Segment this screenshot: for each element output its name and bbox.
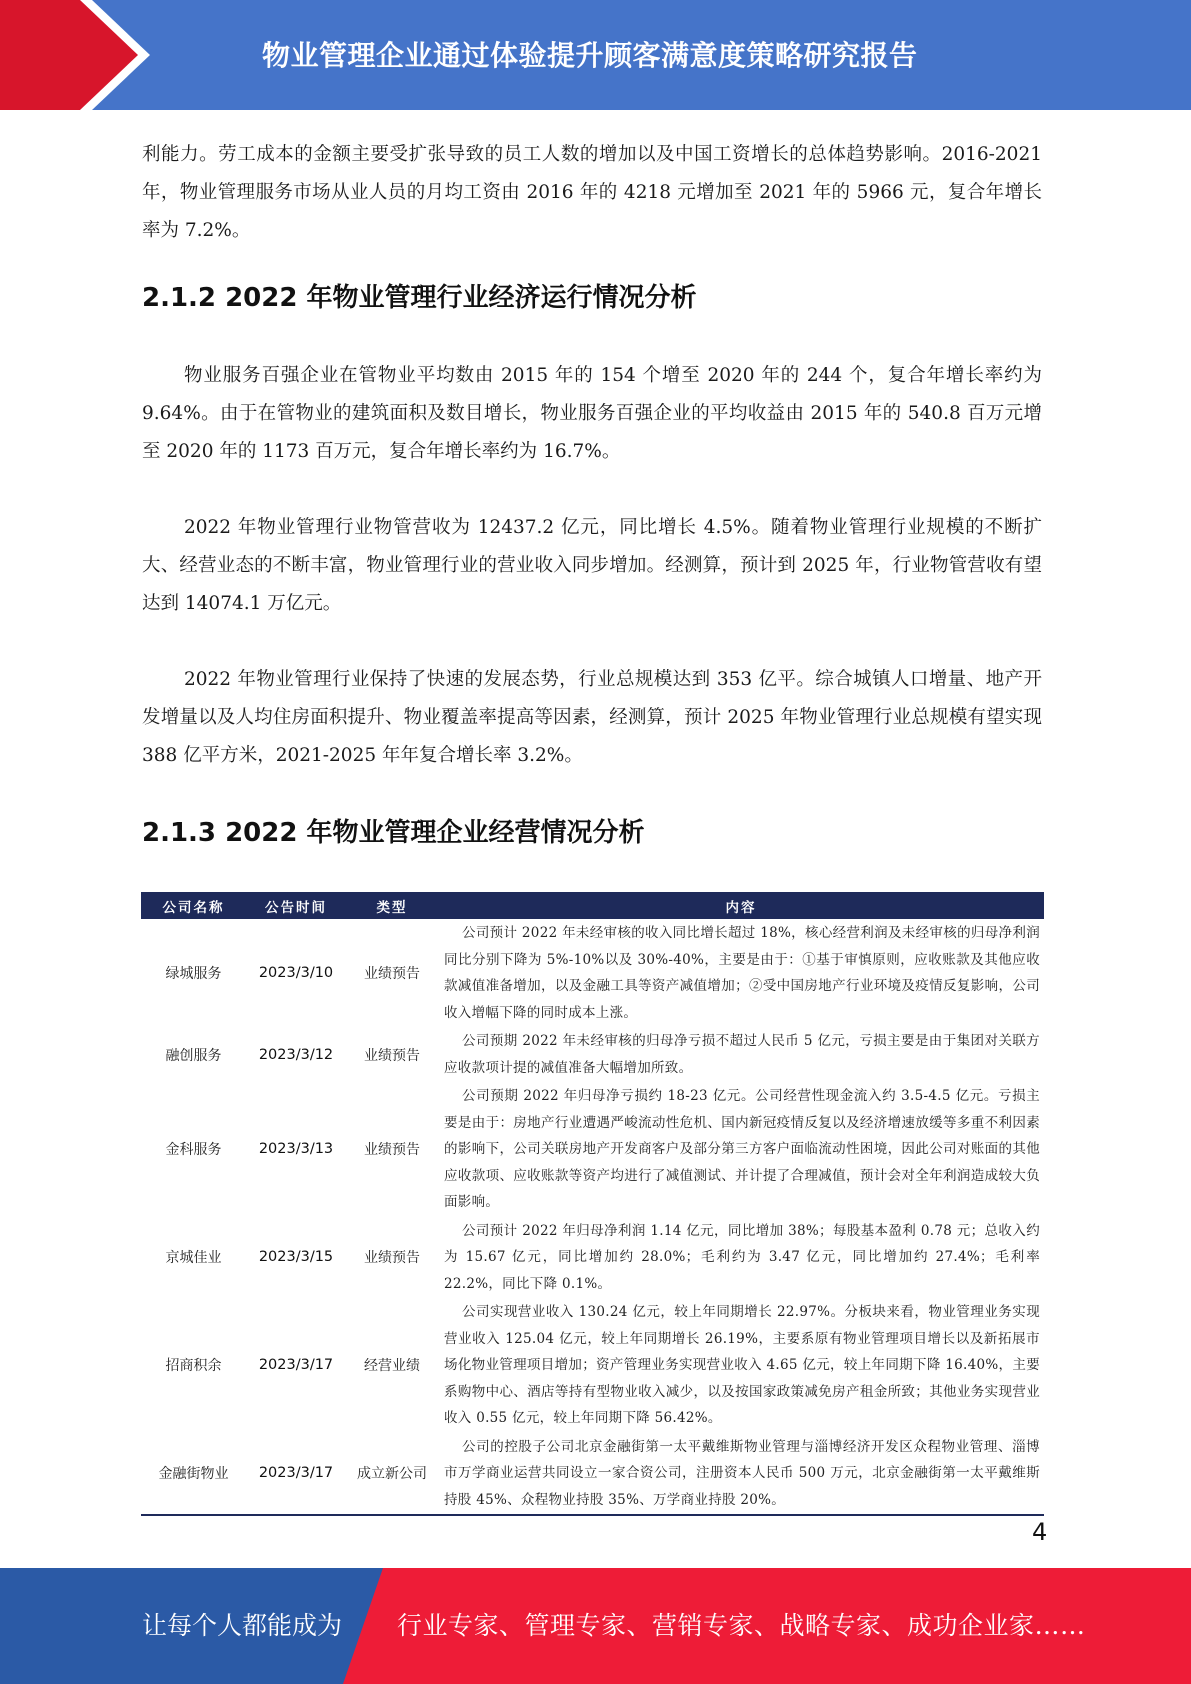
table-header-row [141, 892, 1044, 919]
cell-date: 2023/3/10 [258, 965, 334, 981]
cell-date: 2023/3/17 [258, 1357, 334, 1374]
header-arrow-graphic [0, 0, 160, 110]
cell-date: 2023/3/15 [258, 1249, 334, 1266]
company-announcements-table [141, 892, 1044, 1516]
header-type: 类型 [346, 892, 438, 919]
cell-type: 经营业绩 [364, 1358, 420, 1375]
section-heading-2-1-2: 2.1.2 2022 年物业管理行业经济运行情况分析 [142, 283, 697, 313]
page-header [0, 0, 1191, 110]
cell-type: 业绩预告 [364, 966, 420, 982]
paragraph-revenue: 2022 年物业管理行业物管营收为 12437.2 亿元，同比增长 4.5%。随着物业管理行业规模的不断扩大、经营业态的不断丰富，物业管理行业的营业收入同步增加。经测算，预计到 2025 年，行业物管营收有望达到 14074.1 万亿元。 [142, 517, 1042, 614]
table-row [141, 1298, 1044, 1433]
cell-company-name: 金融街物业 [141, 1433, 246, 1516]
cell-company-name: 金科服务 [165, 1142, 222, 1159]
header-announce-date: 公告时间 [246, 892, 346, 919]
table-row [141, 1082, 1044, 1217]
cell-content: 公司预期 2022 年未经审核的归母净亏损不超过人民币 5 亿元，亏损主要是由于集团对关联方应收款项计提的减值准备大幅增加所致。 [444, 1033, 1040, 1076]
paragraph-scale: 2022 年物业管理行业保持了快速的发展态势，行业总规模达到 353 亿平。综合城镇人口增量、地产开发增量以及人均住房面积提升、物业覆盖率提高等因素，经测算，预计 2025 年物业管理行业总规模有望实现 388 亿平方米，2021-2025 年年复合增长率 3.2%。 [142, 669, 1042, 766]
cell-content: 公司预期 2022 年归母净亏损约 18-23 亿元。公司经营性现金流入约 3.5-4.5 亿元。亏损主要是由于：房地产行业遭遇严峻流动性危机、国内新冠疫情反复以及经济增速放缓等多重不利因素的影响下，公司关联房地产开发商客户及部分第三方客户面临流动性困境，因此公司对账面的其他应收款项、应收账款等资产均进行了减值测试、并计提了合理减值，预计会对全年利润造成较大负面影响。 [444, 1088, 1040, 1210]
header-content: 内容 [438, 892, 1044, 919]
page-footer [0, 1568, 1191, 1684]
cell-content: 公司预计 2022 年未经审核的收入同比增长超过 18%，核心经营利润及未经审核的归母净利润同比分别下降为 5%-10%以及 30%-40%，主要是由于：①基于审慎原则，应收账款及其他应收款减值准备增加，以及金融工具等资产减值增加；②受中国房地产行业环境及疫情反复影响，公司收入增幅下降的同时成本上涨。 [444, 925, 1040, 1021]
cell-content: 公司实现营业收入 130.24 亿元，较上年同期增长 22.97%。分板块来看，物业管理业务实现营业收入 125.04 亿元，较上年同期增长 26.19%，主要系原有物业管理项目增长以及新拓展市场化物业管理项目增加；资产管理业务实现营业收入 4.65 亿元，较上年同期下降 16.40%，主要系购物中心、酒店等持有型物业收入减少，以及按国家政策减免房产租金所致；其他业务实现营业收入 0.55 亿元，较上年同期下降 56.42%。 [444, 1304, 1040, 1426]
cell-type: 业绩预告 [364, 1142, 420, 1159]
cell-date: 2023/3/12 [258, 1046, 334, 1063]
table-row [141, 919, 1044, 1027]
cell-date: 2023/3/13 [258, 1141, 334, 1158]
cell-content: 公司预计 2022 年归母净利润 1.14 亿元，同比增加 38%；每股基本盈利 0.78 元；总收入约为 15.67 亿元，同比增加约 28.0%；毛利约为 3.47 亿元，同比增加约 27.4%；毛利率 22.2%，同比下降 0.1%。 [444, 1222, 1040, 1292]
cell-date: 2023/3/17 [246, 1433, 346, 1516]
cell-company-name: 融创服务 [165, 1047, 222, 1064]
footer-slogan-left: 让每个人都能成为 [142, 1611, 343, 1640]
footer-slogan-right: 行业专家、管理专家、营销专家、战略专家、成功企业家…… [397, 1611, 1086, 1640]
table-row [141, 1217, 1044, 1299]
paragraph-labor-cost: 利能力。劳工成本的金额主要受扩张导致的员工人数的增加以及中国工资增长的总体趋势影响。2016-2021 年，物业管理服务市场从业人员的月均工资由 2016 年的 4218 元增加至 2021 年的 5966 元，复合年增长率为 7.2%。 [142, 144, 1042, 241]
report-title: 物业管理企业通过体验提升顾客满意度策略研究报告 [262, 39, 918, 72]
table-row [141, 1433, 1044, 1516]
cell-company-name: 招商积余 [165, 1358, 222, 1375]
cell-company-name: 京城佳业 [165, 1250, 222, 1267]
cell-content: 公司的控股子公司北京金融街第一太平戴维斯物业管理与淄博经济开发区众程物业管理、淄博市万学商业运营共同设立一家合资公司，注册资本人民币 500 万元，北京金融街第一太平戴维斯持股 45%、众程物业持股 35%、万学商业持股 20%。 [438, 1433, 1044, 1516]
cell-type: 业绩预告 [364, 1047, 420, 1064]
paragraph-top100: 物业服务百强企业在管物业平均数由 2015 年的 154 个增至 2020 年的 244 个，复合年增长率约为 9.64%。由于在管物业的建筑面积及数目增长，物业服务百强企业的平均收益由 2015 年的 540.8 百万元增至 2020 年的 1173 百万元，复合年增长率约为 16.7%。 [142, 365, 1042, 462]
cell-type: 成立新公司 [346, 1433, 438, 1516]
section-heading-2-1-3: 2.1.3 2022 年物业管理企业经营情况分析 [142, 818, 645, 848]
cell-type: 业绩预告 [364, 1250, 420, 1267]
table-row [141, 1027, 1044, 1082]
header-company-name: 公司名称 [141, 892, 246, 919]
page-number: 4 [1032, 1518, 1048, 1546]
cell-company-name: 绿城服务 [165, 966, 222, 982]
